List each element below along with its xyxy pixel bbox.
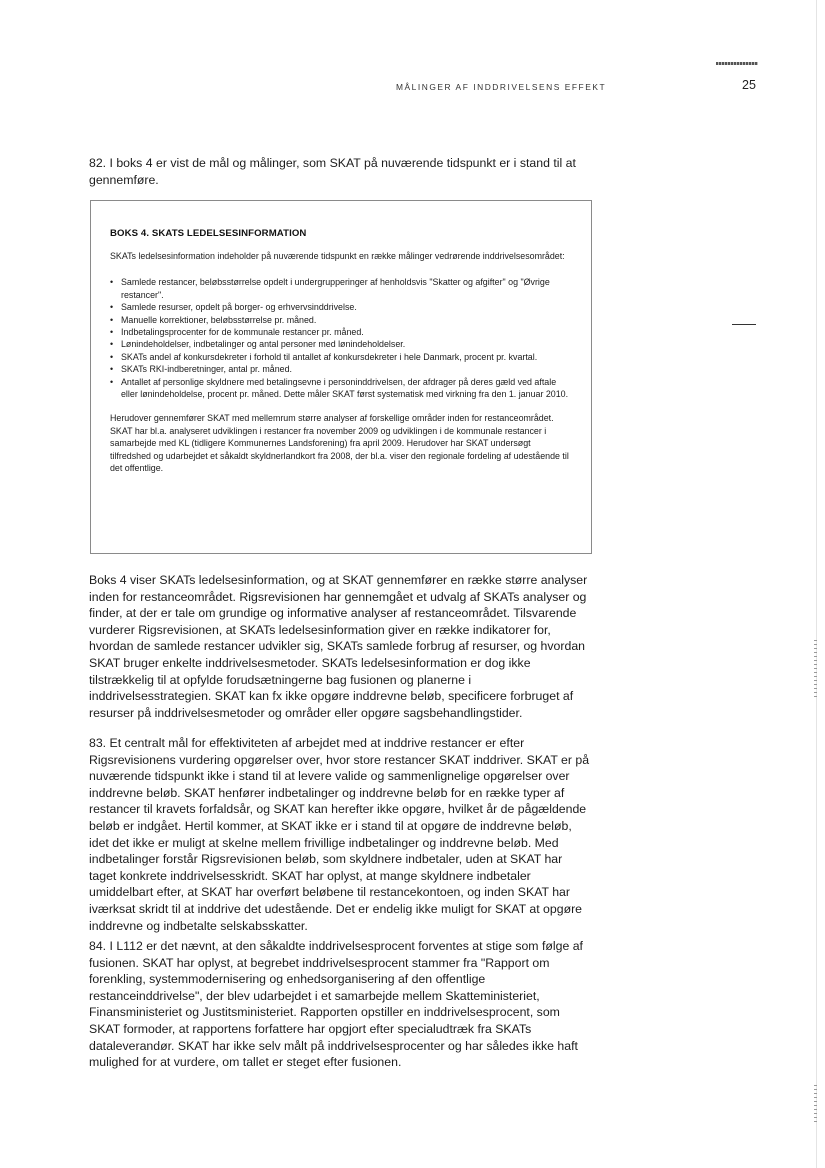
box-content — [110, 228, 572, 475]
paragraph-boks-4: Boks 4 viser SKATs ledelsesinformation, og at SKAT gennemfører en række større analyser inden for restanceområdet. Rigsrevisionen har gennemgået et udvalg af SKATs analyser og finder, at der er tale om grundige og informative analyser af restanceområdet. Tilsvarende vurderer Rigsrevisionen, at SKATs ledelsesinformation giver en række indikatorer for, hvordan de samlede restancer udvikler sig, SKATs samlede forbrug af resurser, og hvordan SKAT bruger enkelte inddrivelsesmetoder. SKATs ledelsesinformation er dog ikke tilstrækkelig til at opfylde forudsætningerne bag fusionen og planerne i inddrivelsesstrategien. SKAT kan fx ikke opgøre inddrevne beløb, specificere forbruget af resurser på inddrivelsesmetoder og områder eller opgøre sagsbehandlingstider. — [89, 573, 588, 720]
list-item — [110, 314, 572, 326]
running-head: MÅLINGER AF INDDRIVELSENS EFFEKT — [396, 82, 607, 92]
list-item-text: Lønindeholdelser, indbetalinger og antal personer med lønindeholdelser. — [121, 339, 406, 350]
list-item-text: SKATs andel af konkursdekreter i forhold til antallet af konkursdekreter i hele Danmark, procent pr. kvartal. — [121, 351, 538, 362]
paragraph-83: 83. Et centralt mål for effektiviteten af arbejdet med at inddrive restancer er efter Rigsrevisionens vurdering opgørelser over, hvor store restancer SKAT inddriver. SKAT er på nuværende tidspunkt ikke i stand til at levere valide og sammenlignelige opgørelser over inddrevne beløb. SKAT henfører indbetalinger og inddrevne beløb for en række typer af restancer til kravets forfaldsår, og SKAT kan herefter ikke opgøre, hvilket år de pågældende beløb er indgået. Hertil kommer, at SKAT ikke er i stand til at opgøre de inddrevne beløb, idet det ikke er muligt at skelne mellem frivillige indbetalinger og inddrevne beløb. Med indbetalinger forstår Rigsrevisionen beløb, som skyldnere indbetaler, uden at SKAT har taget konkrete inddrivelsesskridt. SKAT har oplyst, at mange skyldnere indbetaler umiddelbart efter, at SKAT har overført beløbene til restancekontoen, og inden SKAT har iværksat skridt til at inddrive det udestående. Det er endelig ikke muligt for SKAT at opgøre inddrevne og indbetalte selskabsskatter. — [89, 736, 590, 933]
list-item — [110, 338, 572, 350]
bullet-icon: • — [110, 327, 114, 338]
list-item-text: Samlede resurser, opdelt på borger- og erhvervsinddrivelse. — [121, 302, 357, 313]
box-intro: SKATs ledelsesinformation indeholder på nuværende tidspunkt en række målinger vedrørende inddrivelsesområdet: — [110, 251, 565, 261]
box-closing: Herudover gennemfører SKAT med mellemrum større analyser af forskellige områder inden for restanceområdet. SKAT har bl.a. analyseret udviklingen i restancer fra november 2009 og udviklingen i de kommunale restancer i samarbejde med KL (tidligere Kommunernes Landsforening) fra april 2009. Herudover har SKAT undersøgt tilfredshed og udarbejdet et såkaldt skyldnerlandkort fra 2008, der bl.a. viser den regionale fordeling af udestående til det offentlige. — [110, 413, 569, 474]
box-4 — [90, 200, 592, 554]
list-item — [110, 326, 572, 338]
list-item-text: Indbetalingsprocenter for de kommunale restancer pr. måned. — [121, 327, 364, 338]
bullet-icon: • — [110, 339, 114, 350]
scan-edge-dots — [814, 640, 817, 700]
bullet-icon: • — [110, 376, 114, 387]
bullet-icon: • — [110, 364, 114, 375]
bullet-icon: • — [110, 314, 114, 325]
page-number: 25 — [742, 78, 756, 92]
list-item — [110, 376, 572, 401]
list-item — [110, 276, 572, 301]
bullet-icon: • — [110, 302, 114, 313]
list-item-text: SKATs RKI-indberetninger, antal pr. måned. — [121, 364, 293, 375]
box-bullet-list — [110, 276, 572, 400]
bullet-icon: • — [110, 351, 114, 362]
list-item-text: Samlede restancer, beløbsstørrelse opdelt i undergrupperinger af henholdsvis "Skatter og afgifter" og "Øvrige restancer". — [121, 277, 550, 300]
paragraph-84: 84. I L112 er det nævnt, at den såkaldte inddrivelsesprocent forventes at stige som følge af fusionen. SKAT har oplyst, at begrebet inddrivelsesprocent stammer fra "Rapport om forenkling, systemmodernisering og enhedsorganisering af den offentlige restanceinddrivelse", der blev udarbejdet i et samarbejde mellem Skatteministeriet, Finansministeriet og Justitsministeriet. Rapporten opstiller en inddrivelsesprocent, som SKAT formoder, at rapportens forfattere har opgjort efter specialudtræk fra SKATs dataleverandør. SKAT har ikke selv målt på inddrivelsesprocenter og har således ikke haft mulighed for at vurdere, om tallet er steget efter fusionen. — [89, 939, 583, 1070]
scan-edge — [816, 0, 817, 1168]
paragraph-82: 82. I boks 4 er vist de mål og målinger, som SKAT på nuværende tidspunkt er i stand til at gennemføre. — [89, 156, 576, 187]
scan-edge-dots — [814, 1085, 817, 1125]
list-item — [110, 301, 572, 313]
list-item — [110, 363, 572, 375]
list-item-text: Manuelle korrektioner, beløbsstørrelse pr. måned. — [121, 314, 317, 325]
list-item-text: Antallet af personlige skyldnere med betalingsevne i personinddrivelsen, der afdrager på deres gæld ved aftale eller lønindeholdelse, procent pr. måned. Dette måler SKAT først systematisk med virkning fra den 1. januar 2010. — [121, 376, 569, 400]
scan-mark-top — [716, 62, 758, 65]
list-item — [110, 351, 572, 363]
box-title: BOKS 4. SKATS LEDELSESINFORMATION — [110, 228, 307, 239]
scan-mark-side — [732, 324, 756, 325]
bullet-icon: • — [110, 277, 114, 288]
